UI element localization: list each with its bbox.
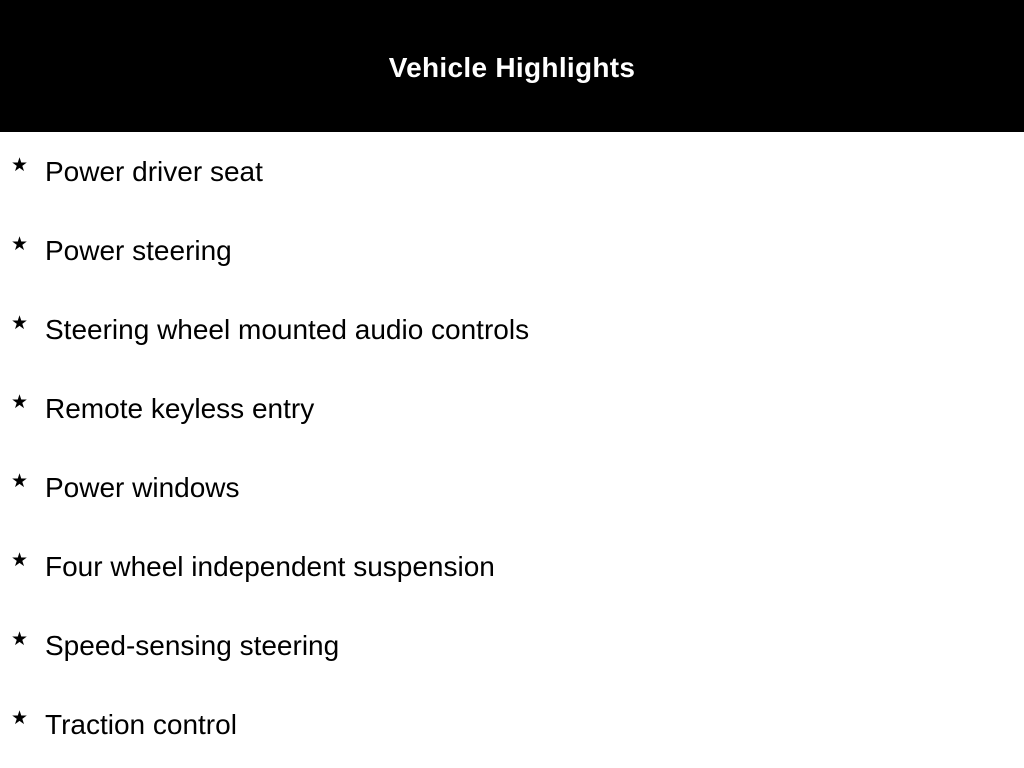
highlights-list (0, 132, 1024, 764)
list-item-label: Remote keyless entry (45, 393, 315, 424)
list-item-label: Steering wheel mounted audio controls (45, 314, 530, 345)
star-icon: ★ (11, 154, 29, 176)
star-icon: ★ (11, 470, 29, 492)
list-item-label: Speed-sensing steering (45, 630, 340, 661)
list-item (0, 211, 1024, 290)
star-icon: ★ (11, 707, 29, 729)
star-icon: ★ (11, 628, 29, 650)
star-icon: ★ (11, 312, 29, 334)
list-item (0, 527, 1024, 606)
list-item-label: Four wheel independent suspension (45, 551, 495, 582)
list-item (0, 448, 1024, 527)
list-item (0, 290, 1024, 369)
list-item (0, 606, 1024, 685)
list-item-label: Traction control (45, 709, 237, 740)
header-bar (0, 0, 1024, 132)
list-item (0, 685, 1024, 764)
list-item-label: Power driver seat (45, 156, 263, 187)
star-icon: ★ (11, 233, 29, 255)
star-icon: ★ (11, 549, 29, 571)
page-title: Vehicle Highlights (388, 52, 636, 83)
list-item (0, 369, 1024, 448)
list-item-label: Power windows (45, 472, 240, 503)
star-icon: ★ (11, 391, 29, 413)
list-item-label: Power steering (45, 235, 232, 266)
list-item (0, 132, 1024, 211)
